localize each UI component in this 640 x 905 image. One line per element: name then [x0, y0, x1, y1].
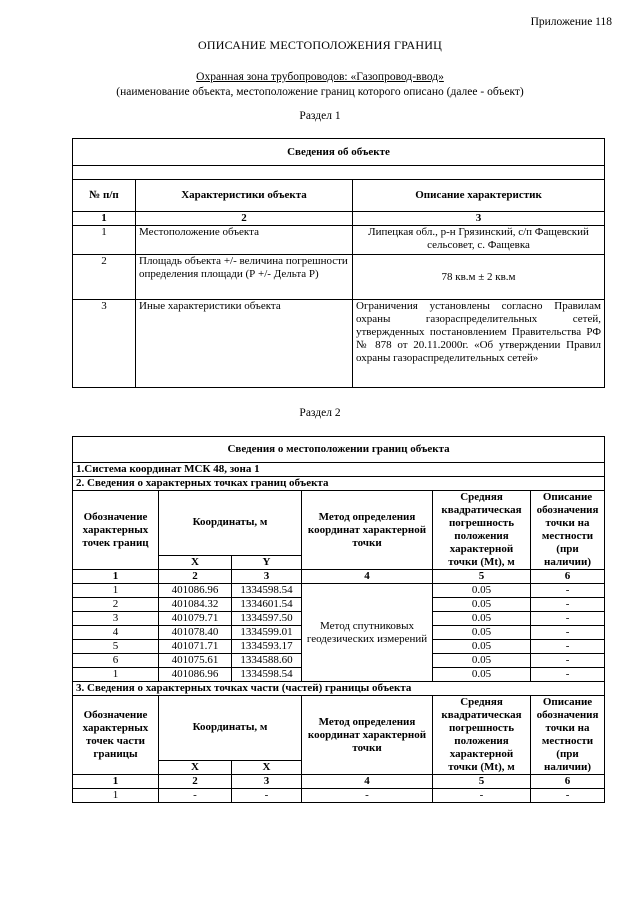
index-cell: 1 — [73, 775, 159, 789]
header-y: Y — [232, 555, 302, 569]
point-x: 401086.96 — [159, 668, 232, 682]
header-description: Описание характеристик — [353, 180, 605, 212]
point-description: - — [531, 626, 605, 640]
point-description: - — [531, 640, 605, 654]
object-info-table-title: Сведения об объекте — [73, 139, 605, 166]
point-y: 1334599.01 — [232, 626, 302, 640]
point-x: 401079.71 — [159, 612, 232, 626]
part-point-x: - — [159, 789, 232, 803]
table-row — [73, 226, 605, 255]
section-2-title: Раздел 2 — [299, 407, 341, 419]
point-y: 1334597.50 — [232, 612, 302, 626]
header-num: № п/п — [73, 180, 136, 212]
row-value: Ограничения установлены согласно Правилам охраны газораспределительных сетей, утвержденных постановлением Правительства РФ № 878 от 20.11.2000г. «Об утверждении Правил охраны газораспределительных сетей» — [353, 300, 605, 388]
point-description: - — [531, 654, 605, 668]
point-y: 1334593.17 — [232, 640, 302, 654]
index-cell: 4 — [302, 775, 433, 789]
section-1-title: Раздел 1 — [299, 110, 341, 122]
point-number: 5 — [73, 640, 159, 654]
point-accuracy: 0.05 — [433, 654, 531, 668]
point-accuracy: 0.05 — [433, 640, 531, 654]
header-method: Метод определения координат характерной точки — [302, 696, 433, 775]
index-cell: 1 — [73, 570, 159, 584]
point-accuracy: 0.05 — [433, 598, 531, 612]
point-y: 1334601.54 — [232, 598, 302, 612]
boundary-table-title: Сведения о местоположении границ объекта — [73, 437, 605, 463]
point-y: 1334598.54 — [232, 584, 302, 598]
header-coordinates: Координаты, м — [159, 491, 302, 556]
header-point-designation: Обозначение характерных точек границ — [73, 491, 159, 570]
point-number: 1 — [73, 668, 159, 682]
index-cell: 2 — [159, 570, 232, 584]
part-point-method: - — [302, 789, 433, 803]
header-characteristic: Характеристики объекта — [136, 180, 353, 212]
point-description: - — [531, 668, 605, 682]
appendix-number: Приложение 118 — [530, 16, 612, 28]
coordinate-system: 1.Система координат МСК 48, зона 1 — [73, 463, 605, 477]
point-number: 6 — [73, 654, 159, 668]
point-number: 3 — [73, 612, 159, 626]
header-x-second: X — [232, 760, 302, 774]
spacer-row — [73, 166, 605, 180]
index-cell: 5 — [433, 570, 531, 584]
document-title: ОПИСАНИЕ МЕСТОПОЛОЖЕНИЯ ГРАНИЦ — [198, 38, 442, 52]
index-cell: 5 — [433, 775, 531, 789]
header-x: X — [159, 555, 232, 569]
table-row — [73, 255, 605, 300]
point-description: - — [531, 598, 605, 612]
point-x: 401084.32 — [159, 598, 232, 612]
header-x: X — [159, 760, 232, 774]
index-cell: 1 — [73, 212, 136, 226]
header-point-description: Описание обозначения точки на местности (при наличии) — [531, 491, 605, 570]
point-y: 1334588.60 — [232, 654, 302, 668]
object-info-table — [72, 138, 605, 388]
header-accuracy: Средняя квадратическая погрешность положения характерной точки (Mt), м — [433, 491, 531, 570]
part-point-number: 1 — [73, 789, 159, 803]
table-row — [73, 584, 605, 598]
point-accuracy: 0.05 — [433, 612, 531, 626]
index-cell: 3 — [232, 570, 302, 584]
index-cell: 4 — [302, 570, 433, 584]
points-section-title: 2. Сведения о характерных точках границ объекта — [73, 477, 605, 491]
row-num: 2 — [73, 255, 136, 300]
index-cell: 2 — [159, 775, 232, 789]
row-name: Иные характеристики объекта — [136, 300, 353, 388]
row-num: 3 — [73, 300, 136, 388]
table-row — [73, 789, 605, 803]
object-name: Охранная зона трубопроводов: «Газопровод-ввод» — [196, 71, 444, 83]
part-point-description: - — [531, 789, 605, 803]
point-accuracy: 0.05 — [433, 668, 531, 682]
point-description: - — [531, 612, 605, 626]
header-point-description: Описание обозначения точки на местности (при наличии) — [531, 696, 605, 775]
point-number: 1 — [73, 584, 159, 598]
row-value: 78 кв.м ± 2 кв.м — [353, 255, 605, 300]
index-cell: 3 — [353, 212, 605, 226]
header-accuracy: Средняя квадратическая погрешность положения характерной точки (Mt), м — [433, 696, 531, 775]
method-cell: Метод спутниковых геодезических измерений — [302, 584, 433, 682]
boundary-location-table — [72, 436, 605, 803]
point-x: 401071.71 — [159, 640, 232, 654]
row-num: 1 — [73, 226, 136, 255]
part-point-y: - — [232, 789, 302, 803]
index-cell: 6 — [531, 775, 605, 789]
point-y: 1334598.54 — [232, 668, 302, 682]
point-accuracy: 0.05 — [433, 584, 531, 598]
point-x: 401086.96 — [159, 584, 232, 598]
point-x: 401078.40 — [159, 626, 232, 640]
header-coordinates: Координаты, м — [159, 696, 302, 761]
object-caption: (наименование объекта, местоположение границ которого описано (далее - объект) — [116, 86, 524, 98]
point-accuracy: 0.05 — [433, 626, 531, 640]
row-name: Местоположение объекта — [136, 226, 353, 255]
part-points-section-title: 3. Сведения о характерных точках части (частей) границы объекта — [73, 682, 605, 696]
index-cell: 3 — [232, 775, 302, 789]
row-name: Площадь объекта +/- величина погрешности определения площади (Р +/- Дельта Р) — [136, 255, 353, 300]
header-method: Метод определения координат характерной точки — [302, 491, 433, 570]
point-number: 2 — [73, 598, 159, 612]
part-point-accuracy: - — [433, 789, 531, 803]
row-value: Липецкая обл., р-н Грязинский, с/п Фащевский сельсовет, с. Фащевка — [353, 226, 605, 255]
point-description: - — [531, 584, 605, 598]
header-part-point-designation: Обозначение характерных точек части границы — [73, 696, 159, 775]
point-x: 401075.61 — [159, 654, 232, 668]
point-number: 4 — [73, 626, 159, 640]
index-cell: 2 — [136, 212, 353, 226]
table-row — [73, 300, 605, 388]
index-cell: 6 — [531, 570, 605, 584]
